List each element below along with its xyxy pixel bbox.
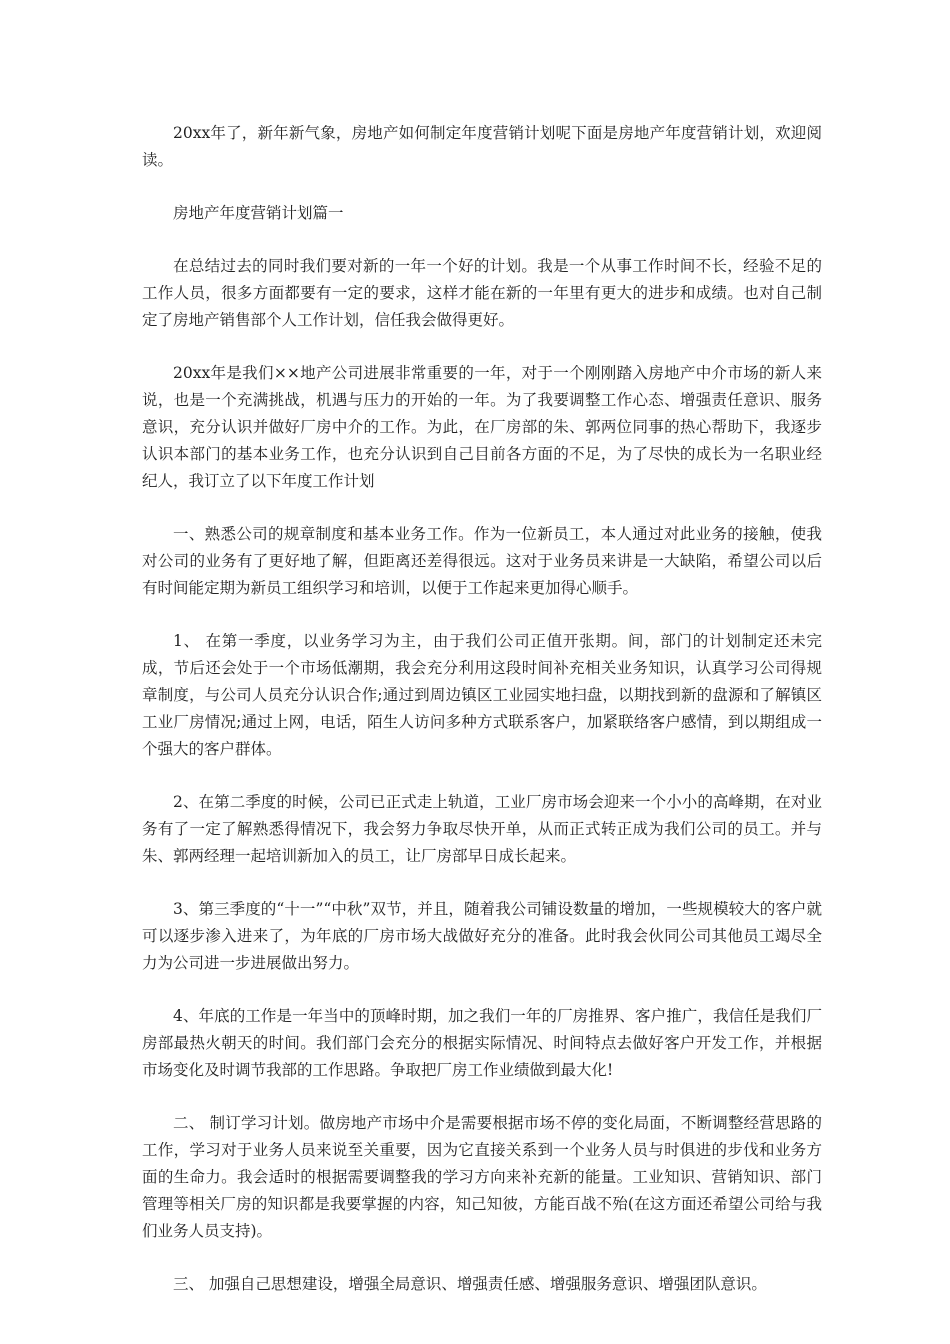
body-paragraph: 2、在第二季度的时候，公司已正式走上轨道，工业厂房市场会迎来一个小小的高峰期，在对业务有了一定了解熟悉得情况下，我会努力争取尽快开单，从而正式转正成为我们公司的员工。并与朱、郭两经理一起培训新加入的员工，让厂房部早日成长起来。 (142, 793, 822, 865)
body-paragraph: 4、年底的工作是一年当中的顶峰时期，加之我们一年的厂房推界、客户推广，我信任是我们厂房部最热火朝天的时间。我们部门会充分的根据实际情况、时间特点去做好客户开发工作，并根据市场变化及时调节我部的工作思路。争取把厂房工作业绩做到最大化! (142, 1007, 822, 1079)
intro-paragraph: 20xx年了，新年新气象，房地产如何制定年度营销计划呢下面是房地产年度营销计划，欢迎阅读。 (142, 124, 822, 169)
section-title: 房地产年度营销计划篇一 (173, 204, 344, 222)
document-body (142, 120, 822, 1324)
body-paragraph: 3、第三季度的“十一”“中秋”双节，并且，随着我公司铺设数量的增加，一些规模较大的客户就可以逐步渗入进来了，为年底的厂房市场大战做好充分的准备。此时我会伙同公司其他员工竭尽全力为公司进一步进展做出努力。 (142, 900, 822, 972)
body-paragraph: 一、熟悉公司的规章制度和基本业务工作。作为一位新员工，本人通过对此业务的接触，使我对公司的业务有了更好地了解，但距离还差得很远。这对于业务员来讲是一大缺陷，希望公司以后有时间能定期为新员工组织学习和培训，以便于工作起来更加得心顺手。 (142, 525, 822, 597)
body-paragraph: 在总结过去的同时我们要对新的一年一个好的计划。我是一个从事工作时间不长，经验不足的工作人员，很多方面都要有一定的要求，这样才能在新的一年里有更大的进步和成绩。也对自己制定了房地产销售部个人工作计划，信任我会做得更好。 (142, 257, 822, 329)
body-paragraph: 1、 在第一季度，以业务学习为主，由于我们公司正值开张期。间，部门的计划制定还未完成，节后还会处于一个市场低潮期，我会充分利用这段时间补充相关业务知识，认真学习公司得规章制度，与公司人员充分认识合作;通过到周边镇区工业园实地扫盘，以期找到新的盘源和了解镇区工业厂房情况;通过上网，电话，陌生人访问多种方式联系客户，加紧联络客户感情，到以期组成一个强大的客户群体。 (142, 632, 822, 758)
body-paragraph: 二、 制订学习计划。做房地产市场中介是需要根据市场不停的变化局面，不断调整经营思路的工作，学习对于业务人员来说至关重要，因为它直接关系到一个业务人员与时俱进的步伐和业务方面的生命力。我会适时的根据需要调整我的学习方向来补充新的能量。工业知识、营销知识、部门管理等相关厂房的知识都是我要掌握的内容，知己知彼，方能百战不殆(在这方面还希望公司给与我们业务人员支持)。 (142, 1114, 822, 1240)
body-paragraph: 三、 加强自己思想建设，增强全局意识、增强责任感、增强服务意识、增强团队意识。 (173, 1275, 767, 1293)
body-paragraph: 20xx年是我们××地产公司进展非常重要的一年，对于一个刚刚踏入房地产中介市场的新人来说，也是一个充满挑战，机遇与压力的开始的一年。为了我要调整工作心态、增强责任意识、服务意识，充分认识并做好厂房中介的工作。为此，在厂房部的朱、郭两位同事的热心帮助下，我逐步认识本部门的基本业务工作，也充分认识到自己目前各方面的不足，为了尽快的成长为一名职业经纪人，我订立了以下年度工作计划 (142, 364, 822, 490)
